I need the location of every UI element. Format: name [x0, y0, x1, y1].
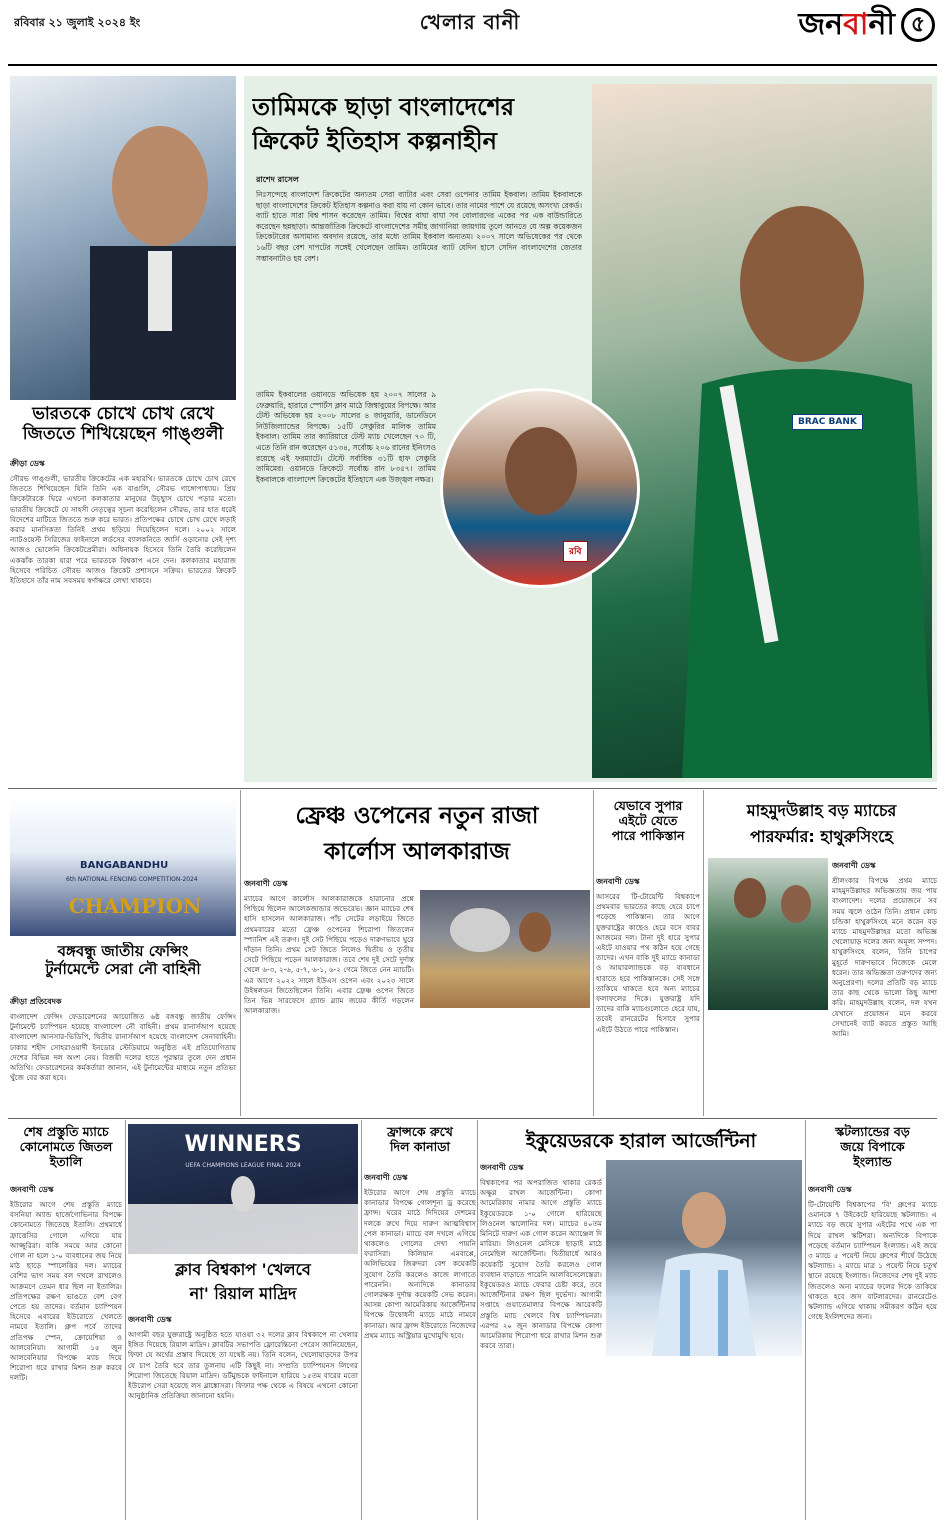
- mahmudullah-article: [832, 858, 937, 1112]
- fencing-champion-label: CHAMPION: [68, 894, 202, 918]
- fencing-photo: [10, 796, 236, 936]
- mahmudullah-desk: জনবাণী ডেস্ক: [832, 861, 876, 870]
- ganguly-body: সৌরভ গাঙ্গুলী, ভারতীয় ক্রিকেটের এক মহারথি। ভারতকে চোখে চোখ রেখে জিততে শিখিয়েছেন যিনি তিনি এক বাঙালি, সৌরভ গাঙ্গোপাধ্যায়। প্রিয় ক্রিকেটারকে ঘিরে এখনো কলকাতার মানুষের উচ্ছ্বাস চোখে পড়ার মতো। ভারতীয় ক্রিকেটে যে সাহসী নেতৃত্বের সূচনা করেছিলেন সৌরভ, তার হাত ধরেই বিদেশের মাটিতে জিততে শুরু করে ভারত। প্রতিপক্ষের চোখে চোখ রেখে লড়াই করার মানসিকতা তিনিই প্রথম ছড়িয়ে দিয়েছিলেন দলে। ২০০২ সালে ন্যাটওয়েস্ট সিরিজের ফাইনালে লর্ডসের ব্যালকনিতে জার্সি ওড়ানোর সেই দৃশ্য আজও ভোলেনি ক্রিকেটপ্রেমীরা। অধিনায়ক হিসেবে তিনি তৈরি করেছিলেন একঝাঁক তারকা যারা পরে ভারতকে বিশ্বকাপ এনে দেন। কলকাতার মহারাজ হিসেবে পরিচিত সৌরভ আজও ক্রিকেট প্রশাসনে সক্রিয়। ভারতের ক্রিকেট ইতিহাসে তাঁর নাম সবসময় স্বর্ণাক্ষরে লেখা থাকবে।: [10, 474, 236, 586]
- divider: [125, 1120, 126, 1520]
- madrid-headline: ক্লাব বিশ্বকাপ 'খেলবে না' রিয়াল মাদ্রিদ: [175, 1260, 311, 1303]
- fencing-banner-sub: 6th NATIONAL FENCING COMPETITION-2024: [66, 876, 198, 883]
- fencing-banner-title: BANGABANDHU: [80, 860, 169, 871]
- alcaraz-article: [244, 876, 590, 1112]
- fencing-article: [10, 994, 236, 1114]
- fencing-desk: ক্রীড়া প্রতিবেদক: [10, 997, 62, 1006]
- mahmudullah-body: শ্রীলংকার বিপক্ষে প্রথম ম্যাচে মাহমুদউল্লাহর অভিজ্ঞতায় জয় পায় বাংলাদেশ। দলের প্রয়োজনে সব সময় জ্বলে ওঠেন তিনি। প্রধান কোচ চন্ডিকা হাথুরুসিংহে মনে করেন বড় ম্যাচে মাহমুদউল্লাহর মতো অভিজ্ঞ খেলোয়াড় দলের জন্য অমূল্য সম্পদ। হাথুরুসিংহে বলেন, তিনি চাপের মুহূর্তে দারুণভাবে নিজেকে মেলে ধরেন। তার অভিজ্ঞতা তরুণদের জন্য অনুপ্রেরণা। দলের প্রতিটি বড় ম্যাচে তার কাছ থেকে ভালো কিছু আশা করি। মাহমুদউল্লাহ বলেন, দল যখন যেখানে প্রয়োজন মনে করবে সেখানেই ব্যাট করতে প্রস্তুত আছি আমি।: [832, 876, 937, 1039]
- tamim-main-figure: [592, 84, 932, 778]
- scotland-article: [808, 1182, 937, 1518]
- canada-article: [364, 1170, 476, 1518]
- alcaraz-headline: ফ্রেঞ্চ ওপেনের নতুন রাজা কার্লোস আলকারাজ: [295, 803, 539, 865]
- divider: [805, 1120, 806, 1520]
- tamim-body: নিঃসন্দেহে বাংলাদেশ ক্রিকেটের অন্যতম সেরা ব্যাটার এবং সেরা ওপেনার তামিম ইকবাল। তামিম ইকবালকে ছাড়া বাংলাদেশের ক্রিকেট ইতিহাস কল্পনাও করা যায় না কোন ভাবে। তার নামের পাশে যে রয়েছে অসংখ্য রেকর্ড। ব্যাট হাতে সারা বিশ্ব শাসন করেছেন তামিম। বিশ্বের বাঘা বাঘা সব বোলারদের একের পর এক বাউন্ডারিতে করেছেন ছন্নছাড়া। আন্তর্জাতিক ক্রিকেটে বাংলাদেশের সমীহ জাগানিয়া জায়গায় তুলে আনতে যে অল্প কয়েকজন ক্রিকেটারের অসামান্য অবদান রয়েছে, তার মধ্যে তামিম ইকবাল অন্যতম। ২০০৭ সালে অভিষেকের পর থেকে ১৬টি বছর বেশ দাপটের সঙ্গেই খেলেছেন তামিম। তামিমের ব্যাট যেদিন হাসে সেদিন বাংলাদেশের জেতার সম্ভাবনাটাও হয় বেশ।: [256, 190, 582, 263]
- header-rule: [8, 64, 937, 66]
- pakistan-headline: যেভাবে সুপার এইটে যেতে পারে পাকিস্তান: [611, 798, 685, 843]
- alcaraz-photo: [420, 890, 590, 1008]
- alcaraz-desk: জনবাণী ডেস্ক: [244, 879, 288, 888]
- italy-headline: শেষ প্রস্তুতি ম্যাচে কোনোমতে জিতল ইতালি: [19, 1124, 113, 1169]
- italy-body: ইউরোর আগে শেষ প্রস্তুতি ম্যাচে বসনিয়া অ্যান্ড হার্জেগোভিনার বিপক্ষে কোনোমতে জিতেছে ইতালি। প্রথমার্ধে ফ্রাত্তেসির গোলে এগিয়ে যায় আজ্জুরিরা। বাকি সময়ে আর কোনো গোল না হলে ১-০ ব্যবধানের জয় নিয়ে মাঠ ছাড়ে স্পালেত্তির দল। ম্যাচের বেশির ভাগ সময় বল দখলে রাখলেও আক্রমণে তেমন ধার ছিল না ইতালির। প্রতিপক্ষের রক্ষণ ভাঙতে বেশ বেগ পেতে হয় তাদের। বর্তমান চ্যাম্পিয়ন হিসেবে এবারের ইউরোতে খেলতে নামবে ইতালি। গ্রুপ পর্বে তাদের প্রতিপক্ষ স্পেন, ক্রোয়েশিয়া ও আলবেনিয়া। আগামী ১৫ জুন আলবেনিয়ার বিপক্ষে ম্যাচ দিয়ে শিরোপা ধরে রাখার মিশন শুরু করবে দলটি।: [10, 1200, 122, 1383]
- ganguly-desk: ক্রীড়া ডেস্ক: [10, 459, 45, 468]
- page-number: ৫: [901, 8, 935, 42]
- scotland-headline: স্কটল্যান্ডের বড় জয়ে বিপাকে ইংল্যান্ড: [835, 1124, 910, 1169]
- madrid-body: আগামী বছর যুক্তরাষ্ট্রে অনুষ্ঠিত হতে যাওয়া ৩২ দলের ক্লাব বিশ্বকাপে না খেলার ইঙ্গিত দিয়েছে রিয়াল মাদ্রিদ। ক্লাবটির সভাপতি ফ্লোরেন্তিনো পেরেস জানিয়েছেন, ফিফা যে অর্থের প্রস্তাব দিয়েছে তা যথেষ্ট নয়। তিনি বলেন, খেলোয়াড়দের উপর যে চাপ তৈরি হবে তার তুলনায় এটি কিছুই না। সম্প্রতি চ্যাম্পিয়নস লিগের শিরোপা জিতেছে রিয়াল মাদ্রিদ। ডর্টমুন্ডকে ফাইনালে হারিয়ে ১৫তম বারের মতো ইউরোপ সেরা হয়েছে লস ব্লাঙ্কোসরা। ফিফার পক্ষ থেকে এ বিষয়ে এখনো কোনো আনুষ্ঠানিক প্রতিক্রিয়া জানানো হয়নি।: [128, 1330, 358, 1401]
- mahmudullah-headline: মাহমুদউল্লাহ বড় ম্যাচের পারফর্মার: হাথুরুসিংহে: [746, 801, 897, 846]
- section-title: খেলার বানী: [419, 10, 521, 34]
- robi-sponsor-badge: রবি: [563, 541, 588, 562]
- canada-desk: জনবাণী ডেস্ক: [364, 1173, 408, 1182]
- argentina-headline: ইকুয়েডরকে হারাল আর্জেন্টিনা: [525, 1130, 757, 1152]
- canada-headline: ফ্রান্সকে রুখে দিল কানাডা: [387, 1124, 453, 1154]
- tamim-body-continued: তামিম ইকবালের ওয়ানডে অভিষেক হয় ২০০৭ সালের ৯ ফেব্রুয়ারি, হারারে স্পোর্টস ক্লাব মাঠে জিম্বাবুয়ের বিপক্ষে। আর টেস্ট অভিষেক হয় ২০০৮ সালের ৪ জানুয়ারি, ডানেডিনে নিউজিল্যান্ডের বিপক্ষে। ১৫টি সেঞ্চুরির মালিক তামিম ইকবাল। তামিম তার ক্যারিয়ারে টেস্ট ম্যাচ খেলেছেন ৭০ টি, এতে তিনি রান করেছেন ৫১৩৪, সর্বোচ্চ ২০৬ রানের ইনিংসও রয়েছে এই ফরম্যাটে। টেস্টে সর্বাধিক ৩১টি হাফ সেঞ্চুরি তামিমের। ওয়ানডে ক্রিকেটে সর্বোচ্চ রান ৮৩৫৭। তামিম ইকবালকে বাংলাদেশ ক্রিকেটের ইতিহাসে এক উজ্জ্বল নক্ষত্র।: [256, 390, 436, 484]
- masthead-logo: [700, 4, 935, 46]
- logo-wordmark: জনবানী: [798, 6, 895, 42]
- ganguly-photo: [10, 76, 236, 400]
- madrid-photo: [128, 1124, 358, 1254]
- ganguly-article: [10, 456, 236, 806]
- brac-sponsor-badge: BRAC BANK: [792, 414, 863, 430]
- canada-body: ইউরোর আগে শেষ প্রস্তুতি ম্যাচে কানাডার বিপক্ষে গোলশূন্য ড্র করেছে ফ্রান্স। ঘরের মাঠে দিদিয়ের দেশমের দলকে রুখে দিয়ে দারুণ আত্মবিশ্বাস পেল কানাডা। ম্যাচে বল দখলে এগিয়ে থাকলেও গোলের দেখা পায়নি ফরাসিরা। কিলিয়ান এমবাপ্পে, অলিভিয়ের জিরুদরা বেশ কয়েকটি সুযোগ তৈরি করলেও কাজে লাগাতে পারেননি। অন্যদিকে কানাডার গোলরক্ষক দুর্দান্ত কয়েকটি সেভ করেন। আসন্ন কোপা আমেরিকায় আর্জেন্টিনার বিপক্ষে উদ্বোধনী ম্যাচে মাঠে নামবে কানাডা। আর ফ্রান্স ইউরোতে নিজেদের প্রথম ম্যাচে অস্ট্রিয়ার মুখোমুখি হবে।: [364, 1188, 476, 1340]
- argentina-article: [480, 1160, 802, 1518]
- divider: [703, 790, 704, 1116]
- alcaraz-body: ম্যাচের আগে কার্লোস আলকারাজকে হারানোর প্রশ্নে পিছিয়ে ছিলেন আলেকজান্ডার জভেরেভ। জ্ঞান ম্যাচের শেষ হাসি হাসলেন আলকারাজ। পাঁচ সেটের লড়াইয়ে জিতে প্রথমবারের মতো ফ্রেঞ্চ ওপেনের শিরোপা জিতলেন স্প্যানিশ এই তরুণ। দুই সেট পিছিয়ে পড়েও দারুণভাবে ঘুরে দাঁড়ান তিনি। প্রথম সেট জিতে নিলেও দ্বিতীয় ও তৃতীয় সেটে পিছিয়ে পড়েন আলকারাজ। তবে শেষ দুই সেটে দুর্দান্ত খেলে ৬-৩, ২-৬, ৫-৭, ৬-১, ৬-২ গেমে জিতে নেন ম্যাচটি। এর আগে ২০২২ সালে ইউএস ওপেন এবং ২০২৩ সালে উইম্বলডন জিতেছিলেন তিনি। এবার ফ্রেঞ্চ ওপেন জিতে তিন ভিন্ন সারফেসে গ্র্যান্ড স্ল্যাম জয়ের কীর্তি গড়লেন আলকারাজ।: [244, 894, 414, 1016]
- divider: [361, 1120, 362, 1520]
- italy-article: [10, 1182, 122, 1518]
- scotland-desk: জনবাণী ডেস্ক: [808, 1185, 852, 1194]
- madrid-banner: WINNERS: [184, 1132, 302, 1157]
- ganguly-headline: ভারতকে চোখে চোখ রেখে জিততে শিখিয়েছেন গাঙ্গুলী: [22, 404, 224, 445]
- divider: [477, 1120, 478, 1520]
- tamim-main-photo: [592, 84, 932, 778]
- pakistan-body: আসরের টি-টোয়েন্টি বিশ্বকাপে প্রথমবার ভারতের কাছে হেরে চাপে পড়েছে পাকিস্তান। তার আগে যুক্তরাষ্ট্রের কাছেও হেরে বসে বাবর আজমের দল। টানা দুই হারে সুপার এইটে যাওয়ার পথ কঠিন হয়ে গেছে তাদের। এখন বাকি দুই ম্যাচে কানাডা ও আয়ারল্যান্ডকে বড় ব্যবধানে হারাতে হবে পাকিস্তানকে। সেই সঙ্গে তাকিয়ে থাকতে হবে অন্য ম্যাচের ফলাফলের দিকে। যুক্তরাষ্ট্র যদি তাদের বাকি ম্যাচগুলোতে হেরে যায়, তবেই রানরেটের হিসাবে সুপার এইটে উঠতে পারে পাকিস্তান।: [596, 892, 700, 1034]
- alcaraz-trophy-figure: [420, 890, 590, 1008]
- pakistan-article: [596, 874, 700, 1112]
- divider: [240, 790, 241, 1116]
- madrid-desk: জনবাণী ডেস্ক: [128, 1315, 172, 1324]
- argentina-photo: [606, 1160, 802, 1356]
- scotland-body: টি-টোয়েন্টি বিশ্বকাপের 'বি' গ্রুপের ম্যাচে ওমানকে ৭ উইকেটে হারিয়েছে স্কটল্যান্ড। এ ম্যাচে বড় জয়ে সুপার এইটের পথে এক পা দিয়ে রাখল স্কটিশরা। অন্যদিকে বিপাকে পড়েছে বর্তমান চ্যাম্পিয়ন ইংল্যান্ড। এই জয়ে ৩ ম্যাচে ৫ পয়েন্ট নিয়ে গ্রুপের শীর্ষে উঠেছে স্কটল্যান্ড। ২ ম্যাচে মাত্র ১ পয়েন্ট নিয়ে চতুর্থ স্থানে রয়েছে ইংল্যান্ড। নিজেদের শেষ দুই ম্যাচ জিতলেও অন্য ম্যাচের ফলের দিকে তাকিয়ে থাকতে হবে জস বাটলারদের। রানরেটেও স্কটল্যান্ড এগিয়ে থাকায় সমীকরণ কঠিন হয়ে গেছে ইংলিশদের জন্য।: [808, 1200, 937, 1322]
- mahmudullah-photo: [708, 858, 828, 1010]
- fencing-body: বাংলাদেশ ফেন্সিং ফেডারেশনের আয়োজিত ৬ষ্ঠ বঙ্গবন্ধু জাতীয় ফেন্সিং টুর্নামেন্টে চ্যাম্পিয়ন হয়েছে বাংলাদেশ নৌ বাহিনী। প্রথম রানার্সআপ হয়েছে বাংলাদেশ আনসার-ভিডিপি, দ্বিতীয় রানার্সআপ হয়েছে বাংলাদেশ সেনাবাহিনী। ঢাকার শহীদ সোহরাওয়ার্দী ইনডোর স্টেডিয়ামে অনুষ্ঠিত এই প্রতিযোগিতায় দেশের বিভিন্ন দল অংশ নেয়। বিজয়ী দলের হাতে পুরস্কার তুলে দেন প্রধান অতিথি। ফেডারেশনের কর্মকর্তারা জানান, এই টুর্নামেন্টের মাধ্যমে নতুন প্রতিভা খুঁজে বের করা হবে।: [10, 1012, 236, 1083]
- madrid-banner-sub: UEFA CHAMPIONS LEAGUE FINAL 2024: [185, 1162, 301, 1169]
- lower-rule: [8, 1118, 937, 1119]
- argentina-body: বিশ্বকাপের পর অপরাজিত থাকার রেকর্ড অক্ষুণ্ণ রাখল আর্জেন্টিনা। কোপা আমেরিকায় নামার আগে প্রস্তুতি ম্যাচে ইকুয়েডরকে ১-০ গোলে হারিয়েছে লিওনেল স্কালোনির দল। ম্যাচের ৪০তম মিনিটে দারুণ এক গোল করেন অ্যাঞ্জেল দি মারিয়া। লিওনেল মেসিকে ছাড়াই মাঠে নেমেছিল আর্জেন্টিনা। দ্বিতীয়ার্ধে আরও কয়েকটি সুযোগ তৈরি করলেও গোল ব্যবধান বাড়াতে পারেনি আলবিসেলেস্তেরা। ইকুয়েডরও ম্যাচে ফেরার চেষ্টা করে, তবে আর্জেন্টিনার রক্ষণ ছিল দুর্ভেদ্য। আগামী সপ্তাহে গুয়াতেমালার বিপক্ষে আরেকটি প্রস্তুতি ম্যাচ খেলবে বিশ্ব চ্যাম্পিয়নরা। এরপর ২০ জুন কানাডার বিপক্ষে কোপা আমেরিকায় শিরোপা ধরে রাখার মিশন শুরু করবে তারা।: [480, 1178, 602, 1351]
- mahmudullah-figure: [708, 858, 828, 1010]
- ganguly-figure: [10, 76, 236, 400]
- issue-date: রবিবার ২১ জুলাই ২০২৪ ইং: [14, 16, 141, 29]
- madrid-article: [128, 1312, 358, 1518]
- pakistan-desk: জনবাণী ডেস্ক: [596, 877, 640, 886]
- madrid-team-figure: [128, 1124, 358, 1254]
- italy-desk: জনবাণী ডেস্ক: [10, 1185, 54, 1194]
- mid-rule: [8, 788, 937, 789]
- argentina-desk: জনবাণী ডেস্ক: [480, 1163, 524, 1172]
- fencing-headline: বঙ্গবন্ধু জাতীয় ফেন্সিং টুর্নামেন্টে সেরা নৌ বাহিনী: [45, 942, 201, 978]
- argentina-player-figure: [606, 1160, 802, 1356]
- divider: [593, 790, 594, 1116]
- tamim-headline: তামিমকে ছাড়া বাংলাদেশের ক্রিকেট ইতিহাস কল্পনাহীন: [252, 93, 515, 155]
- tamim-author: রাশেদ রাসেল: [256, 175, 299, 184]
